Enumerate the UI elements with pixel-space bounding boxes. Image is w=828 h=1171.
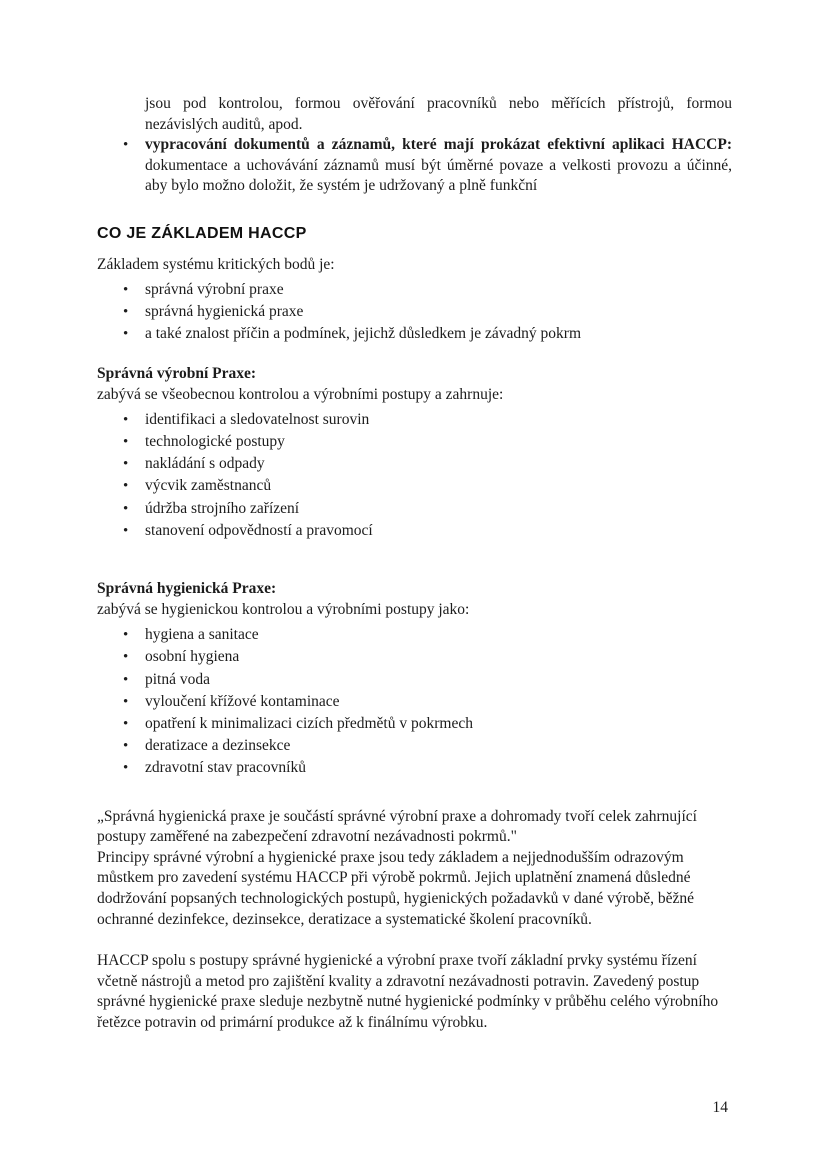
- list-item: • vyloučení křížové kontaminace: [145, 692, 732, 713]
- gvp-heading: Správná výrobní Praxe:: [97, 364, 257, 382]
- closing-paragraphs: [97, 807, 732, 1034]
- list-item: • a také znalost příčin a podmínek, jejichž důsledkem je závadný pokrm: [145, 324, 732, 345]
- list-item: • technologické postupy: [145, 432, 732, 453]
- list-item: • nakládání s odpady: [145, 454, 732, 475]
- list-item: • identifikaci a sledovatelnost surovin: [145, 410, 732, 431]
- list-item: • osobní hygiena: [145, 647, 732, 668]
- list-item: • stanovení odpovědností a pravomocí: [145, 521, 732, 542]
- closing-paragraph-1: Principy správné výrobní a hygienické praxe jsou tedy základem a nejjednodušším odrazovým můstkem pro zavedení systému HACCP při výrobě pokrmů. Jejich uplatnění znamená důsledné dodržování popsaných technologických postupů, hygienických požadavků v dané výrobě, běžné ochranné dezinfekce, dezinsekce, deratizace a systematické školení pracovníků.: [97, 848, 694, 928]
- ghp-lead: zabývá se hygienickou kontrolou a výrobními postupy jako:: [97, 600, 470, 618]
- bullet-rest-text: dokumentace a uchovávání záznamů musí být úměrné povaze a velkosti provozu a účinné, aby bylo možno doložit, že systém je udržovaný a plně funkční: [145, 156, 732, 195]
- section-heading: CO JE ZÁKLADEM HACCP: [97, 224, 307, 242]
- closing-quote: „Správná hygienická praxe je součástí správné výrobní praxe a dohromady tvoří celek zahrnující postupy zaměřené na zabezpečení zdravotní nezávadnosti pokrmů.": [97, 807, 697, 846]
- intro-bullet-list: [97, 135, 732, 197]
- list-item: • správná výrobní praxe: [145, 280, 732, 301]
- gvp-section: [97, 364, 732, 541]
- page-number: 14: [712, 1099, 728, 1116]
- list-item: [145, 135, 732, 197]
- list-item: • opatření k minimalizaci cizích předmětů v pokrmech: [145, 714, 732, 735]
- list-item: • správná hygienická praxe: [145, 302, 732, 323]
- closing-paragraph-2: HACCP spolu s postupy správné hygienické a výrobní praxe tvoří základní prvky systému řízení včetně nástrojů a metod pro zajištění kvality a zdravotní nezávadnosti potravin. Zavedený postup správné hygienické praxe sleduje nezbytně nutné hygienické podmínky v průběhu celého výrobního řetězce potravin od primární produkce až k finálnímu výrobku.: [97, 952, 719, 1031]
- list-item: • deratizace a dezinsekce: [145, 736, 732, 757]
- list-item: • údržba strojního zařízení: [145, 499, 732, 520]
- section-bullet-list: [97, 280, 732, 345]
- list-item: • výcvik zaměstnanců: [145, 476, 732, 497]
- intro-continued-text: jsou pod kontrolou, formou ověřování pracovníků nebo měřících přístrojů, formou nezávislých auditů, apod.: [145, 95, 732, 133]
- ghp-section: [97, 579, 732, 778]
- section-lead: Základem systému kritických bodů je:: [97, 255, 335, 273]
- ghp-bullet-list: [97, 625, 732, 778]
- ghp-heading: Správná hygienická Praxe:: [97, 580, 277, 598]
- bullet-bold-text: vypracování dokumentů a záznamů, které mají prokázat efektivní aplikaci HACCP:: [145, 136, 732, 154]
- list-item: • pitná voda: [145, 670, 732, 691]
- gvp-bullet-list: [97, 410, 732, 541]
- list-item: • zdravotní stav pracovníků: [145, 758, 732, 779]
- gvp-lead: zabývá se všeobecnou kontrolou a výrobními postupy a zahrnuje:: [97, 385, 504, 403]
- list-item: • hygiena a sanitace: [145, 625, 732, 646]
